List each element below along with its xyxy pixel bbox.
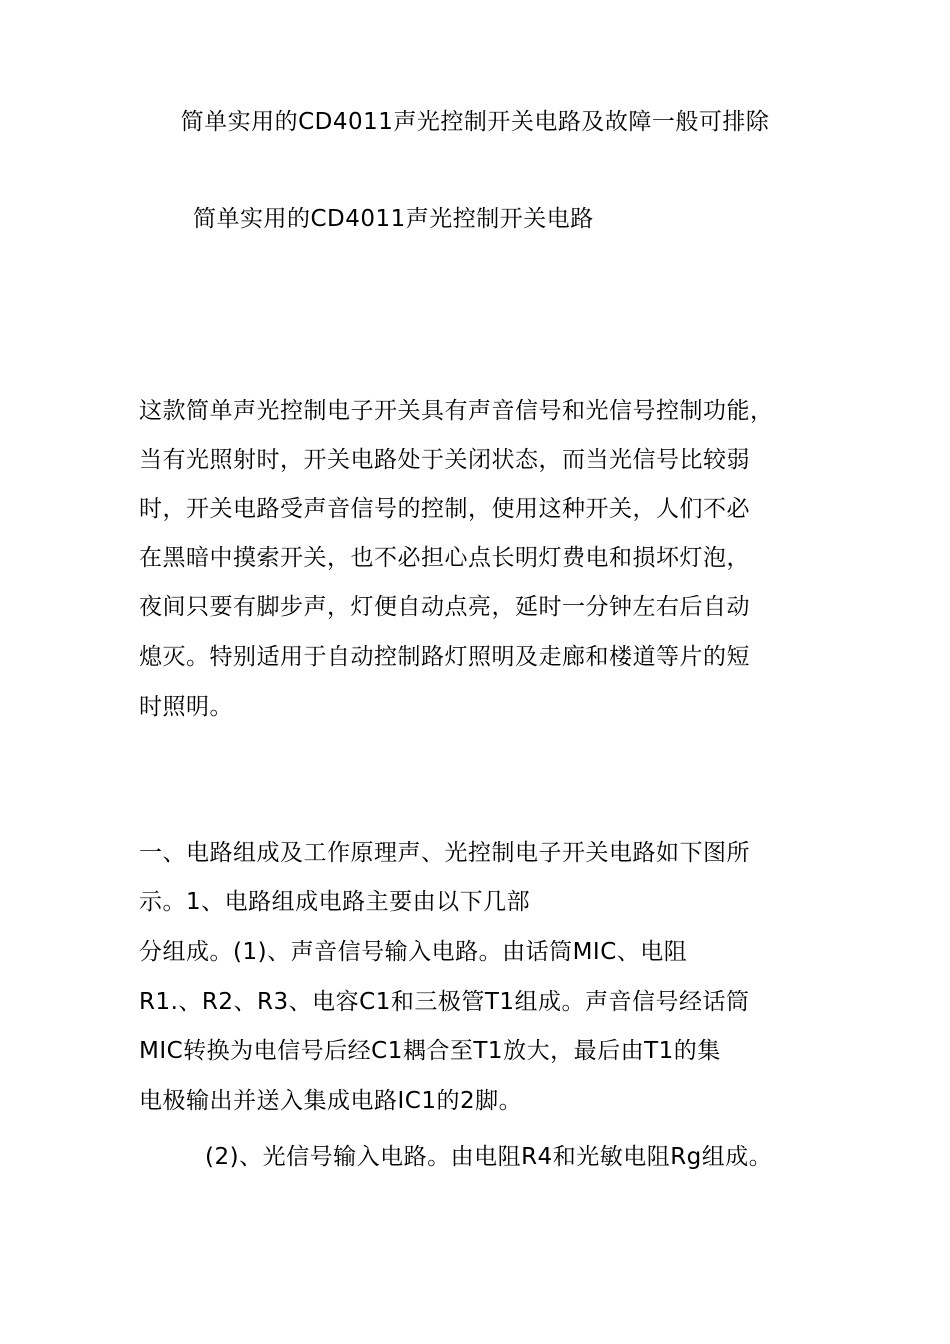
paragraph-line: 这款简单声光控制电子开关具有声音信号和光信号控制功能，	[139, 398, 774, 424]
document-subtitle: 简单实用的CD4011声光控制开关电路	[193, 206, 594, 232]
paragraph-line: MIC转换为电信号后经C1耦合至T1放大，最后由T1的集	[139, 1038, 721, 1064]
paragraph-line: 一、电路组成及工作原理声、光控制电子开关电路如下图所	[139, 840, 750, 866]
document-title: 简单实用的CD4011声光控制开关电路及故障一般可排除	[180, 109, 770, 135]
paragraph-line: R1.、R2、R3、电容C1和三极管T1组成。声音信号经话筒	[139, 989, 750, 1015]
paragraph-line: 时，开关电路受声音信号的控制，使用这种开关，人们不必	[139, 496, 750, 522]
paragraph-line: 夜间只要有脚步声，灯便自动点亮，延时一分钟左右后自动	[139, 594, 750, 620]
paragraph-line: 熄灭。特别适用于自动控制路灯照明及走廊和楼道等片的短	[139, 644, 750, 670]
paragraph-line-indented: (2)、光信号输入电路。由电阻R4和光敏电阻Rg组成。	[205, 1144, 773, 1170]
paragraph-line: 时照明。	[139, 694, 233, 720]
paragraph-line: 分组成。(1)、声音信号输入电路。由话筒MIC、电阻	[139, 939, 688, 965]
paragraph-line: 当有光照射时，开关电路处于关闭状态，而当光信号比较弱	[139, 447, 750, 473]
paragraph-line: 电极输出并送入集成电路IC1的2脚。	[139, 1088, 523, 1114]
paragraph-line: 示。1、电路组成电路主要由以下几部	[139, 889, 531, 915]
paragraph-line: 在黑暗中摸索开关，也不必担心点长明灯费电和损坏灯泡，	[139, 545, 750, 571]
